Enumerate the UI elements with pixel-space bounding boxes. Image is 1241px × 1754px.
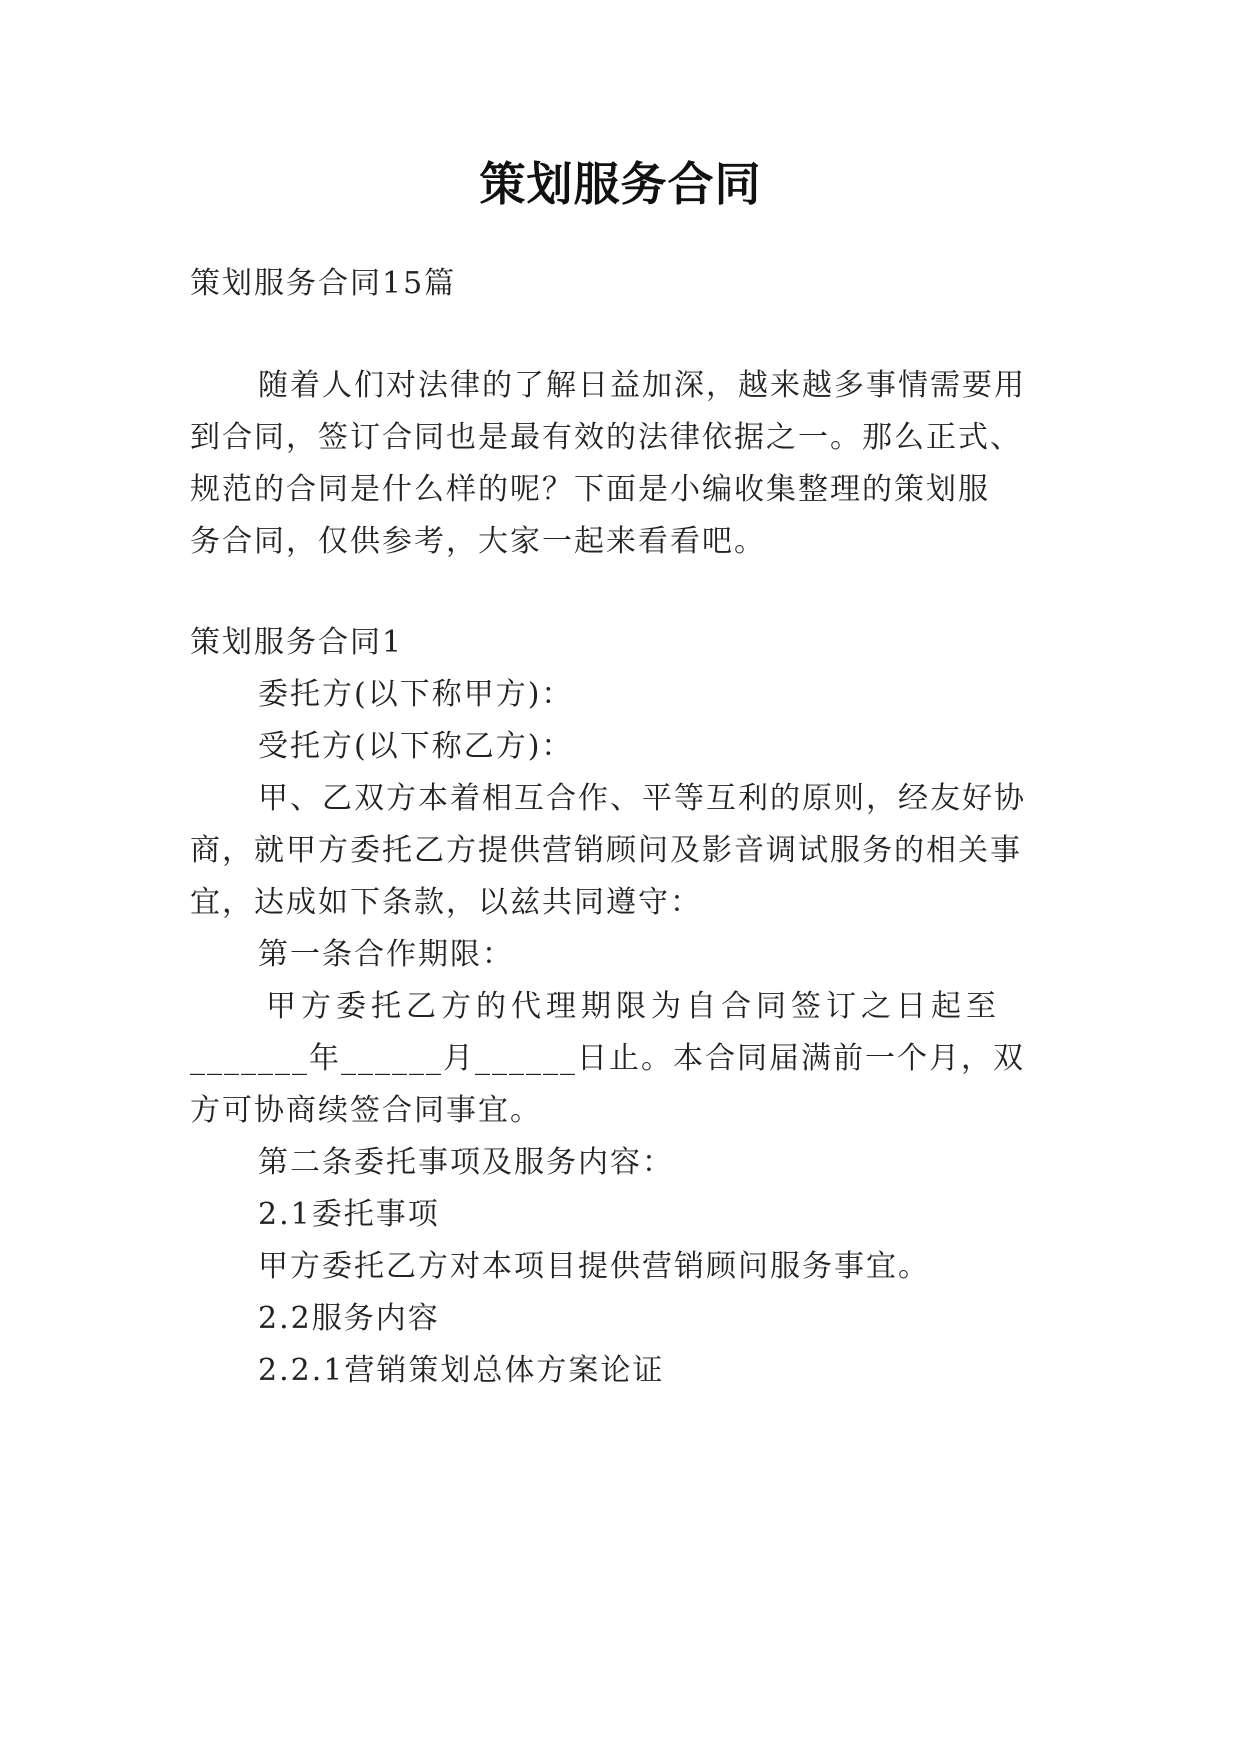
article-heading: 第二条委托事项及服务内容： bbox=[258, 1145, 674, 1180]
clause-line: 甲方委托乙方的代理期限为自合同签订之日起至 bbox=[266, 989, 1001, 1024]
clause-line: 宜，达成如下条款，以兹共同遵守： bbox=[190, 885, 702, 920]
article-heading: 第一条合作期限： bbox=[258, 937, 514, 972]
document-subtitle: 策划服务合同15篇 bbox=[190, 266, 457, 301]
clause-line: 商，就甲方委托乙方提供营销顾问及影音调试服务的相关事 bbox=[190, 833, 1022, 868]
clause-line: 委托方(以下称甲方)： bbox=[258, 677, 574, 712]
intro-line-1: 随着人们对法律的了解日益加深，越来越多事情需要用 bbox=[258, 368, 1026, 403]
intro-line-3: 规范的合同是什么样的呢？下面是小编收集整理的策划服 bbox=[190, 472, 990, 507]
clause-line: 受托方(以下称乙方)： bbox=[258, 729, 574, 764]
clause-line-with-blanks: _______年______月______日止。本合同届满前一个月，双 bbox=[190, 1041, 1025, 1076]
subsection-heading: 2.2服务内容 bbox=[258, 1301, 440, 1336]
subsection-heading: 2.1委托事项 bbox=[258, 1197, 440, 1232]
subsection-heading: 2.2.1营销策划总体方案论证 bbox=[258, 1353, 665, 1388]
clause-line: 甲方委托乙方对本项目提供营销顾问服务事宜。 bbox=[258, 1249, 930, 1284]
clause-line: 方可协商续签合同事宜。 bbox=[190, 1093, 542, 1128]
intro-line-4: 务合同，仅供参考，大家一起来看看吧。 bbox=[190, 524, 766, 559]
document-title: 策划服务合同 bbox=[479, 157, 762, 211]
section-heading: 策划服务合同1 bbox=[190, 625, 404, 660]
intro-line-2: 到合同，签订合同也是最有效的法律依据之一。那么正式、 bbox=[190, 420, 1022, 455]
clause-line: 甲、乙双方本着相互合作、平等互利的原则，经友好协 bbox=[258, 781, 1026, 816]
